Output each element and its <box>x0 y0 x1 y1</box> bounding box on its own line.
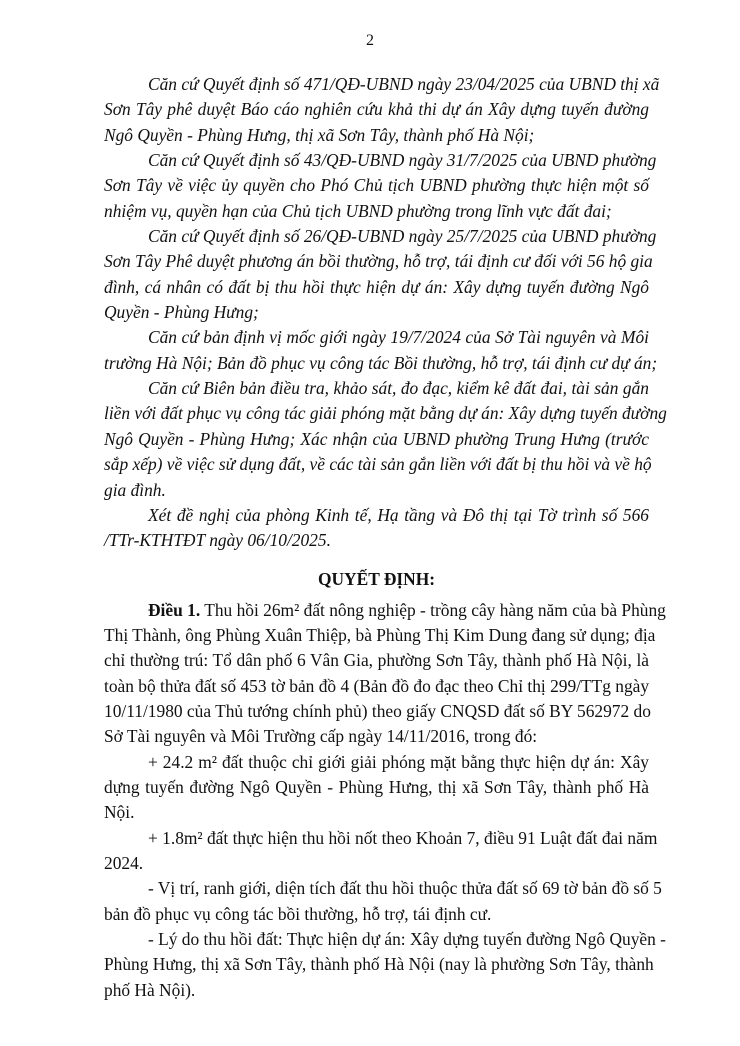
legal-basis-paragraph <box>104 72 660 148</box>
text-line <box>104 648 649 673</box>
legal-basis-paragraph <box>104 325 658 376</box>
text-line <box>104 351 658 376</box>
line-text: phố Hà Nội). <box>104 979 196 1000</box>
legal-basis-paragraph <box>104 148 657 224</box>
line-text: 10/11/1980 của Thủ tướng chính phủ) theo giấy CNQSD đất số BY 562972 do <box>104 700 651 721</box>
article-label: Điều 1. <box>148 599 201 620</box>
line-text: Sơn Tây về việc ủy quyền cho Phó Chủ tịch UBND phường thực hiện một số <box>104 175 649 196</box>
article-paragraph <box>104 927 666 1003</box>
text-line <box>104 952 654 977</box>
line-text: dựng tuyến đường Ngô Quyền - Phùng Hưng, thị xã Sơn Tây, thành phố Hà <box>104 776 649 797</box>
preamble-section <box>104 72 667 554</box>
text-line <box>104 123 649 148</box>
text-line <box>104 623 656 648</box>
line-text: Căn cứ Biên bản điều tra, khảo sát, đo đạc, kiểm kê đất đai, tài sản gắn <box>148 378 649 399</box>
line-text: đình, cá nhân có đất bị thu hồi thực hiện dự án: Xây dựng tuyến đường Ngô <box>104 276 649 297</box>
decision-heading: QUYẾT ĐỊNH: <box>317 568 436 589</box>
line-text: Quyền - Phùng Hưng; <box>104 302 259 323</box>
page-number: 2 <box>366 32 374 49</box>
legal-basis-paragraph <box>104 376 667 503</box>
line-text: + 1.8m² đất thực hiện thu hồi nốt theo Khoản 7, điều 91 Luật đất đai năm <box>148 827 658 848</box>
legal-basis-paragraph <box>104 503 649 554</box>
text-line <box>104 300 649 325</box>
line-text: Sơn Tây phê duyệt Báo cáo nghiên cứu khả thi dự án Xây dựng tuyến đường <box>104 99 649 120</box>
text-line <box>104 478 649 503</box>
article-paragraph <box>104 876 662 927</box>
text-line <box>104 528 649 553</box>
text-line <box>104 902 649 927</box>
line-text: 2024. <box>104 852 144 873</box>
line-text: Nội. <box>104 802 135 823</box>
text-line <box>104 750 649 775</box>
line-text: - Lý do thu hồi đất: Thực hiện dự án: Xây dựng tuyến đường Ngô Quyền - <box>148 929 666 949</box>
line-text: sắp xếp) về việc sử dụng đất, về các tài sản gắn liền với đất bị thu hồi và về hộ <box>104 454 652 475</box>
text-line <box>104 199 649 224</box>
article-paragraph <box>104 598 666 750</box>
text-line <box>104 97 649 122</box>
text-line <box>104 876 662 901</box>
text-line <box>104 851 649 876</box>
line-text: Xét đề nghị của phòng Kinh tế, Hạ tầng và Đô thị tại Tờ trình số 566 <box>148 504 649 525</box>
text-line <box>104 249 653 274</box>
line-text: Sơn Tây Phê duyệt phương án bồi thường, hỗ trợ, tái định cư đối với 56 hộ gia <box>104 251 653 272</box>
line-text: Căn cứ Quyết định số 43/QĐ-UBND ngày 31/7/2025 của UBND phường <box>148 150 657 171</box>
text-line <box>104 401 667 426</box>
line-text: Thu hồi 26m² đất nông nghiệp - trồng cây hàng năm của bà Phùng <box>200 599 666 620</box>
line-text: /TTr-KTHTĐT ngày 06/10/2025. <box>104 530 331 551</box>
text-line <box>104 598 666 623</box>
line-text: liền với đất phục vụ công tác giải phóng mặt bằng dự án: Xây dựng tuyến đường <box>104 403 667 424</box>
text-line <box>104 148 657 173</box>
line-text: Ngô Quyền - Phùng Hưng; Xác nhận của UBND phường Trung Hưng (trước <box>104 428 649 449</box>
text-line <box>104 72 660 97</box>
line-text: chỉ thường trú: Tổ dân phố 6 Vân Gia, phường Sơn Tây, thành phố Hà Nội, là <box>104 650 649 671</box>
text-line <box>104 452 652 477</box>
text-line <box>104 224 657 249</box>
line-text: Căn cứ bản định vị mốc giới ngày 19/7/2024 của Sở Tài nguyên và Môi <box>148 327 649 348</box>
line-text: - Vị trí, ranh giới, diện tích đất thu hồi thuộc thửa đất số 69 tờ bản đồ số 5 <box>148 878 662 899</box>
text-line <box>104 674 649 699</box>
text-line <box>104 699 649 724</box>
text-line <box>104 427 649 452</box>
text-line <box>104 978 649 1003</box>
line-text: gia đình. <box>104 479 166 500</box>
text-line <box>104 376 649 401</box>
line-text: trường Hà Nội; Bản đồ phục vụ công tác Bồi thường, hỗ trợ, tái định cư dự án; <box>104 352 658 373</box>
line-text: Sở Tài nguyên và Môi Trường cấp ngày 14/11/2016, trong đó: <box>104 726 538 747</box>
line-text: Thị Thành, ông Phùng Xuân Thiệp, bà Phùng Thị Kim Dung đang sử dụng; địa <box>104 624 656 645</box>
article-1-section <box>104 598 666 1004</box>
legal-basis-paragraph <box>104 224 657 325</box>
text-line <box>104 826 658 851</box>
text-line <box>104 724 649 749</box>
text-line <box>104 275 649 300</box>
text-line <box>104 800 649 825</box>
text-line <box>104 503 649 528</box>
line-text: + 24.2 m² đất thuộc chỉ giới giải phóng mặt bằng thực hiện dự án: Xây <box>148 751 649 772</box>
document-body <box>104 72 667 1003</box>
text-line <box>104 775 649 800</box>
article-paragraph <box>104 750 649 826</box>
line-text: toàn bộ thửa đất số 453 tờ bản đồ 4 (Bản đồ đo đạc theo Chỉ thị 299/TTg ngày <box>104 675 650 696</box>
text-line <box>104 927 666 952</box>
line-text: Căn cứ Quyết định số 471/QĐ-UBND ngày 23/04/2025 của UBND thị xã <box>148 74 660 94</box>
line-text: bản đồ phục vụ công tác bồi thường, hỗ trợ, tái định cư. <box>104 903 492 924</box>
line-text: Ngô Quyền - Phùng Hưng, thị xã Sơn Tây, thành phố Hà Nội; <box>104 124 535 145</box>
line-text: Phùng Hưng, thị xã Sơn Tây, thành phố Hà Nội (nay là phường Sơn Tây, thành <box>104 954 654 975</box>
line-text: Căn cứ Quyết định số 26/QĐ-UBND ngày 25/7/2025 của UBND phường <box>148 226 657 247</box>
article-paragraph <box>104 826 658 877</box>
text-line <box>104 173 649 198</box>
text-line <box>104 325 649 350</box>
line-text: nhiệm vụ, quyền hạn của Chủ tịch UBND phường trong lĩnh vực đất đai; <box>104 200 612 221</box>
